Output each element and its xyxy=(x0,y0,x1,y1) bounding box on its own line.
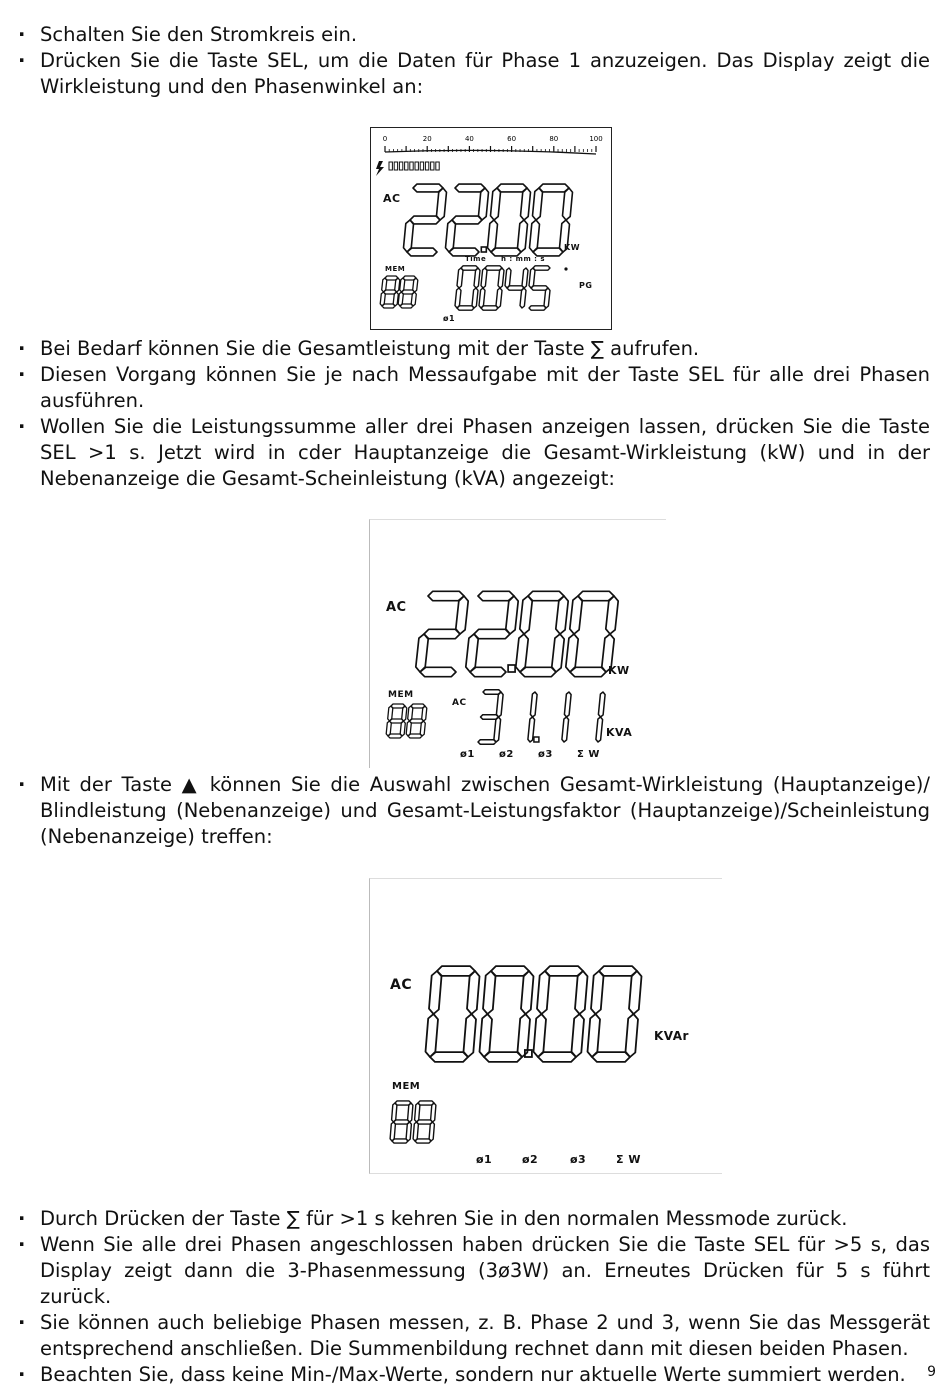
phase-label-2: ø2 xyxy=(522,1153,539,1166)
segment-b xyxy=(522,268,528,288)
segment-a xyxy=(528,591,564,600)
instruction-list-4 xyxy=(14,1206,930,1388)
segment-g xyxy=(390,719,404,723)
bargraph-segment xyxy=(410,162,413,170)
segment-e xyxy=(446,220,456,252)
scale-tick-label: 100 xyxy=(589,135,603,143)
segment-d xyxy=(538,1052,576,1062)
segment-a xyxy=(437,966,475,976)
segment-c xyxy=(552,634,564,672)
list-item: · Bei Bedarf können Sie die Gesamtleistung mit der Taste ∑ aufrufen. xyxy=(14,336,930,362)
phase-label-3: ø3 xyxy=(570,1153,587,1166)
segment-b xyxy=(467,971,480,1014)
segment-e xyxy=(534,1014,547,1057)
segment-b xyxy=(521,971,534,1014)
mem-digits xyxy=(390,1101,436,1143)
segment-f xyxy=(481,268,487,288)
segment-e xyxy=(386,721,391,736)
segment-b xyxy=(496,692,503,717)
segment-b xyxy=(530,692,537,717)
segment-c xyxy=(472,288,478,308)
segment-d xyxy=(470,667,506,676)
segment-c xyxy=(520,288,526,308)
segment-c xyxy=(572,1014,585,1057)
segment-c xyxy=(544,288,550,308)
main-unit-label: KW xyxy=(564,243,581,252)
lcd-digit-0 xyxy=(588,966,642,1062)
lcd-digit-2 xyxy=(466,591,518,676)
segment-c xyxy=(406,1122,411,1141)
segment-b xyxy=(474,268,480,288)
ac-label: AC xyxy=(390,977,413,993)
segment-e xyxy=(404,220,414,252)
segment-c xyxy=(496,288,502,308)
segment-e xyxy=(398,292,403,306)
lcd-digit-8 xyxy=(398,276,418,308)
segment-c xyxy=(626,1014,639,1057)
segment-e xyxy=(380,292,385,306)
mem-label: MEM xyxy=(388,690,414,700)
bargraph-segment xyxy=(394,162,397,170)
segment-e xyxy=(479,288,485,308)
lcd-segments-1 xyxy=(371,128,611,329)
segment-e xyxy=(588,1014,601,1057)
lcd-digit-0 xyxy=(488,184,531,256)
segment-e xyxy=(390,1122,395,1141)
segment-f xyxy=(392,1103,397,1122)
bargraph-segment xyxy=(436,162,439,170)
lcd-digit-2 xyxy=(416,591,468,676)
segment-e xyxy=(488,220,498,252)
page-number: 9 xyxy=(927,1364,936,1380)
lightning-bolt-icon xyxy=(376,161,384,176)
sub-reading-digits xyxy=(455,266,550,310)
phase-label-1: ø1 xyxy=(460,749,475,760)
segment-b xyxy=(598,692,605,717)
segment-f xyxy=(570,596,582,634)
segment-f xyxy=(429,971,442,1014)
lcd-digit-3 xyxy=(478,690,503,745)
main-unit-label: KW xyxy=(608,664,630,677)
bargraph-segments xyxy=(389,162,439,170)
segment-c xyxy=(494,717,501,742)
list-item: · Beachten Sie, dass keine Min-/Max-Werte, sondern nur aktuelle Werte summiert werden. xyxy=(14,1362,930,1388)
list-item: · Diesen Vorgang können Sie je nach Messaufgabe mit der Taste SEL für alle drei Phasen ausführen. xyxy=(14,362,930,414)
segment-g xyxy=(452,216,482,224)
lcd-digit-1 xyxy=(528,692,537,742)
lcd-digit-0 xyxy=(534,966,588,1062)
lcd-segments-3 xyxy=(370,879,722,1173)
ac-label: AC xyxy=(383,192,401,205)
segment-e xyxy=(516,634,528,672)
sub-reading-digits xyxy=(478,690,605,745)
bargraph-segment xyxy=(405,162,408,170)
segment-b xyxy=(402,706,407,721)
phase-label-2: ø2 xyxy=(499,749,514,760)
main-reading-digits xyxy=(404,184,573,256)
segment-g xyxy=(394,1120,410,1124)
segment-e xyxy=(416,634,428,672)
segment-g xyxy=(417,1120,433,1124)
segment-f xyxy=(533,188,543,220)
mem-digits xyxy=(386,704,427,738)
segment-b xyxy=(506,596,518,634)
sum-w-label: Σ W xyxy=(616,1153,641,1166)
segment-a xyxy=(578,591,614,600)
decimal-point xyxy=(508,665,515,672)
scale-tick-label: 0 xyxy=(382,135,388,143)
lcd-digit-5 xyxy=(529,266,550,310)
segment-e xyxy=(406,721,411,736)
segment-a xyxy=(478,591,514,600)
segment-g xyxy=(474,629,510,638)
scale-tick-label: 40 xyxy=(464,135,474,143)
segment-g xyxy=(410,719,424,723)
lcd-digit-4 xyxy=(505,268,528,308)
segment-b xyxy=(575,971,588,1014)
segment-d xyxy=(570,667,606,676)
list-item: · Schalten Sie den Stromkreis ein. xyxy=(14,22,930,48)
segment-e xyxy=(566,634,578,672)
main-reading-digits xyxy=(416,591,618,676)
lcd-digit-8 xyxy=(406,704,427,738)
scale-tick-label: 20 xyxy=(422,135,432,143)
lcd-digit-0 xyxy=(516,591,568,676)
lcd-digit-0 xyxy=(455,266,480,310)
segment-f xyxy=(483,971,496,1014)
lcd-display-phase-1 xyxy=(370,127,612,330)
sub-unit-label: KVA xyxy=(606,726,633,739)
segment-g xyxy=(410,216,440,224)
segment-f xyxy=(591,971,604,1014)
time-label: Time xyxy=(465,255,487,263)
segment-d xyxy=(520,667,556,676)
segment-d xyxy=(529,306,546,310)
segment-b xyxy=(408,1103,413,1122)
sub-unit-label: PG xyxy=(579,281,593,290)
segment-e xyxy=(480,1014,493,1057)
segment-b xyxy=(556,596,568,634)
segment-f xyxy=(505,268,511,288)
segment-f xyxy=(415,1103,420,1122)
lcd-digit-8 xyxy=(390,1101,413,1143)
mem-digits xyxy=(380,276,418,308)
analog-bargraph-scale xyxy=(383,135,603,154)
decimal-point xyxy=(534,737,539,742)
segment-d xyxy=(484,1052,522,1062)
segment-e xyxy=(455,288,461,308)
segment-e xyxy=(466,634,478,672)
segment-a xyxy=(533,266,550,270)
segment-b xyxy=(456,596,468,634)
segment-a xyxy=(491,966,529,976)
segment-g xyxy=(384,290,397,294)
segment-c xyxy=(518,220,528,252)
segment-f xyxy=(457,268,463,288)
segment-d xyxy=(430,1052,468,1062)
instruction-list-3 xyxy=(14,772,930,850)
time-format-label: h : mm : s xyxy=(501,255,546,263)
list-item: · Drücken Sie die Taste SEL, um die Daten für Phase 1 anzuzeigen. Das Display zeigt die Wirkleistung und den Phasenwinkel an: xyxy=(14,48,930,100)
phase-label-3: ø3 xyxy=(538,749,553,760)
main-reading-digits xyxy=(426,966,642,1062)
lcd-display-total-power xyxy=(369,519,666,768)
bargraph-segment xyxy=(431,162,434,170)
bargraph-segment xyxy=(415,162,418,170)
decimal-point xyxy=(481,247,486,252)
phase-label: ø1 xyxy=(443,314,456,323)
sub-ac-label: AC xyxy=(452,698,467,708)
bargraph-segment xyxy=(399,162,402,170)
main-unit-label: KVAr xyxy=(654,1029,689,1043)
lcd-digit-0 xyxy=(479,266,504,310)
lcd-digit-8 xyxy=(386,704,407,738)
list-item: · Sie können auch beliebige Phasen messen, z. B. Phase 2 und 3, wenn Sie das Messgerät entsprechend anschließen. Die Summenbildung rechnet dann mit diesen beiden Phasen. xyxy=(14,1310,930,1362)
lcd-digit-0 xyxy=(480,966,534,1062)
segment-g xyxy=(424,629,460,638)
sum-w-label: Σ W xyxy=(577,749,600,760)
segment-c xyxy=(464,1014,477,1057)
lcd-digit-2 xyxy=(404,184,447,256)
segment-c xyxy=(562,717,569,742)
instruction-list-2 xyxy=(14,336,930,492)
lcd-digit-2 xyxy=(446,184,489,256)
lcd-digit-1 xyxy=(596,692,605,742)
segment-a xyxy=(599,966,637,976)
bargraph-segment xyxy=(389,162,392,170)
lcd-digit-8 xyxy=(380,276,400,308)
scale-tick-label: 60 xyxy=(507,135,517,143)
segment-b xyxy=(395,278,400,292)
lcd-digit-0 xyxy=(426,966,480,1062)
scale-tick-label: 80 xyxy=(549,135,559,143)
segment-b xyxy=(498,268,504,288)
list-item: · Mit der Taste ▲ können Sie die Auswahl zwischen Gesamt-Wirkleistung (Hauptanzeige)/ Blindleistung (Nebenanzeige) und Gesamt-Leistungsfaktor (Hauptanzeige)/Scheinleistung (Nebenanzeige) treffen: xyxy=(14,772,930,850)
segment-e xyxy=(426,1014,439,1057)
segment-g xyxy=(402,290,415,294)
segment-b xyxy=(479,188,489,220)
segment-d xyxy=(478,740,496,745)
segment-f xyxy=(491,188,501,220)
segment-c xyxy=(596,717,603,742)
lcd-display-reactive-power xyxy=(369,878,722,1174)
segment-b xyxy=(431,1103,436,1122)
segment-b xyxy=(422,706,427,721)
mem-label: MEM xyxy=(385,265,406,273)
segment-d xyxy=(420,667,456,676)
list-item: · Durch Drücken der Taste ∑ für >1 s kehren Sie in den normalen Messmode zurück. xyxy=(14,1206,930,1232)
phase-label-1: ø1 xyxy=(476,1153,493,1166)
segment-b xyxy=(629,971,642,1014)
instruction-list-1 xyxy=(14,22,930,100)
segment-c xyxy=(429,1122,434,1141)
lcd-digit-8 xyxy=(413,1101,436,1143)
segment-b xyxy=(521,188,531,220)
segment-a xyxy=(545,966,583,976)
ac-label: AC xyxy=(386,600,407,615)
bargraph-segment xyxy=(420,162,423,170)
segment-a xyxy=(428,591,464,600)
segment-b xyxy=(563,188,573,220)
segment-f xyxy=(520,596,532,634)
segment-e xyxy=(413,1122,418,1141)
bargraph-segment xyxy=(425,162,428,170)
segment-f xyxy=(529,268,535,288)
list-item: · Wollen Sie die Leistungssumme aller drei Phasen anzeigen lassen, drücken Sie die Taste SEL >1 s. Jetzt wird in cder Hauptanzeige die Gesamt-Wirkleistung (kW) und in der Nebenanzeige die Gesamt-Scheinleistung (kVA) angezeigt: xyxy=(14,414,930,492)
segment-d xyxy=(592,1052,630,1062)
segment-b xyxy=(413,278,418,292)
segment-b xyxy=(437,188,447,220)
segment-b xyxy=(564,692,571,717)
segment-e xyxy=(530,220,540,252)
list-item: · Wenn Sie alle drei Phasen angeschlossen haben drücken Sie die Taste SEL für >5 s, das Display zeigt dann die 3-Phasenmessung (3ø3W) an. Erneutes Drücken für 5 s führt zurück. xyxy=(14,1232,930,1310)
segment-f xyxy=(537,971,550,1014)
lcd-digit-1 xyxy=(562,692,571,742)
mem-label: MEM xyxy=(392,1081,421,1092)
segment-b xyxy=(606,596,618,634)
